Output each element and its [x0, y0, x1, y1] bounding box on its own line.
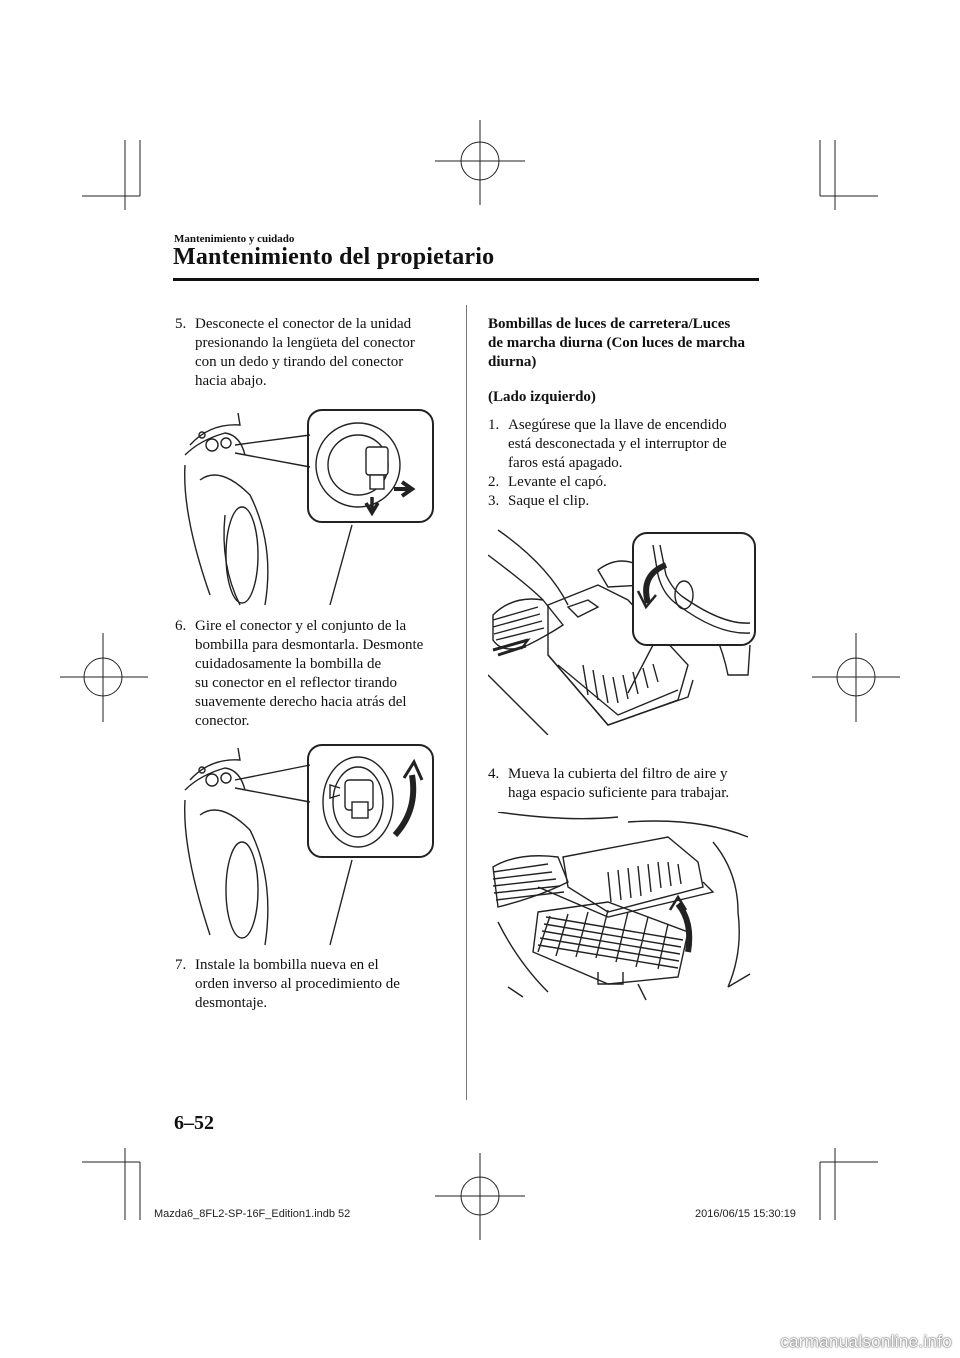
step-line: suavemente derecho hacia atrás del: [195, 694, 407, 710]
chapter-title: Mantenimiento del propietario: [173, 244, 495, 270]
step-number: 7.: [175, 957, 187, 973]
figure-bulb-rotation: [180, 740, 440, 950]
section-heading: [488, 315, 768, 372]
registration-mark-top: [435, 120, 525, 205]
step-3: [488, 492, 768, 512]
step-line: desmontaje.: [195, 995, 268, 1011]
footer-timestamp: 2016/06/15 15:30:19: [695, 1208, 796, 1220]
step-line: Saque el clip.: [508, 493, 590, 509]
step-number: 1.: [488, 417, 500, 433]
heading-line: Bombillas de luces de carretera/Luces: [488, 316, 731, 332]
step-2: [488, 473, 768, 493]
watermark: carmanualsonline.info: [780, 1332, 952, 1351]
step-line: Desconecte el conector de la unidad: [195, 316, 412, 332]
figure-air-filter-cover: [488, 812, 760, 1002]
step-number: 4.: [488, 766, 500, 782]
step-line: haga espacio suficiente para trabajar.: [508, 785, 730, 801]
registration-mark-right: [812, 633, 900, 722]
step-line: presionando la lengüeta del conector: [195, 335, 415, 351]
step-line: con un dedo y tirando del conector: [195, 354, 404, 370]
step-line: bombilla para desmontarla. Desmonte: [195, 637, 424, 653]
step-line: hacia abajo.: [195, 373, 267, 389]
step-line: orden inverso al procedimiento de: [195, 976, 400, 992]
step-number: 6.: [175, 618, 187, 634]
step-line: Asegúrese que la llave de encendido: [508, 417, 727, 433]
registration-mark-bottom: [435, 1153, 525, 1240]
registration-mark-left: [60, 633, 148, 722]
breadcrumb: Mantenimiento y cuidado: [174, 233, 295, 245]
step-4: [488, 765, 773, 805]
column-divider: [466, 305, 467, 1100]
step-line: Gire el conector y el conjunto de la: [195, 618, 407, 634]
heading-line: de marcha diurna (Con luces de marcha: [488, 335, 745, 351]
heading-line: diurna): [488, 354, 537, 370]
page-number: 6–52: [174, 1112, 214, 1134]
step-number: 2.: [488, 474, 500, 490]
step-line: Instale la bombilla nueva en el: [195, 957, 379, 973]
header-rule: [173, 278, 759, 281]
step-line: su conector en el reflector tirando: [195, 675, 397, 691]
step-line: está desconectada y el interruptor de: [508, 436, 727, 452]
footer-file-name: Mazda6_8FL2-SP-16F_Edition1.indb 52: [154, 1208, 351, 1220]
step-6: [175, 617, 465, 737]
step-line: Levante el capó.: [508, 474, 607, 490]
step-line: conector.: [195, 713, 250, 729]
figure-connector-removal: [180, 405, 440, 610]
step-number: 3.: [488, 493, 500, 509]
step-number: 5.: [175, 316, 187, 332]
figure-clip-removal: [488, 525, 760, 735]
step-line: faros está apagado.: [508, 455, 623, 471]
step-line: Mueva la cubierta del filtro de aire y: [508, 766, 728, 782]
step-line: cuidadosamente la bombilla de: [195, 656, 382, 672]
step-1: [488, 416, 768, 476]
subheading-side: (Lado izquierdo): [488, 389, 596, 405]
step-7: [175, 956, 455, 1016]
step-5: [175, 315, 455, 395]
